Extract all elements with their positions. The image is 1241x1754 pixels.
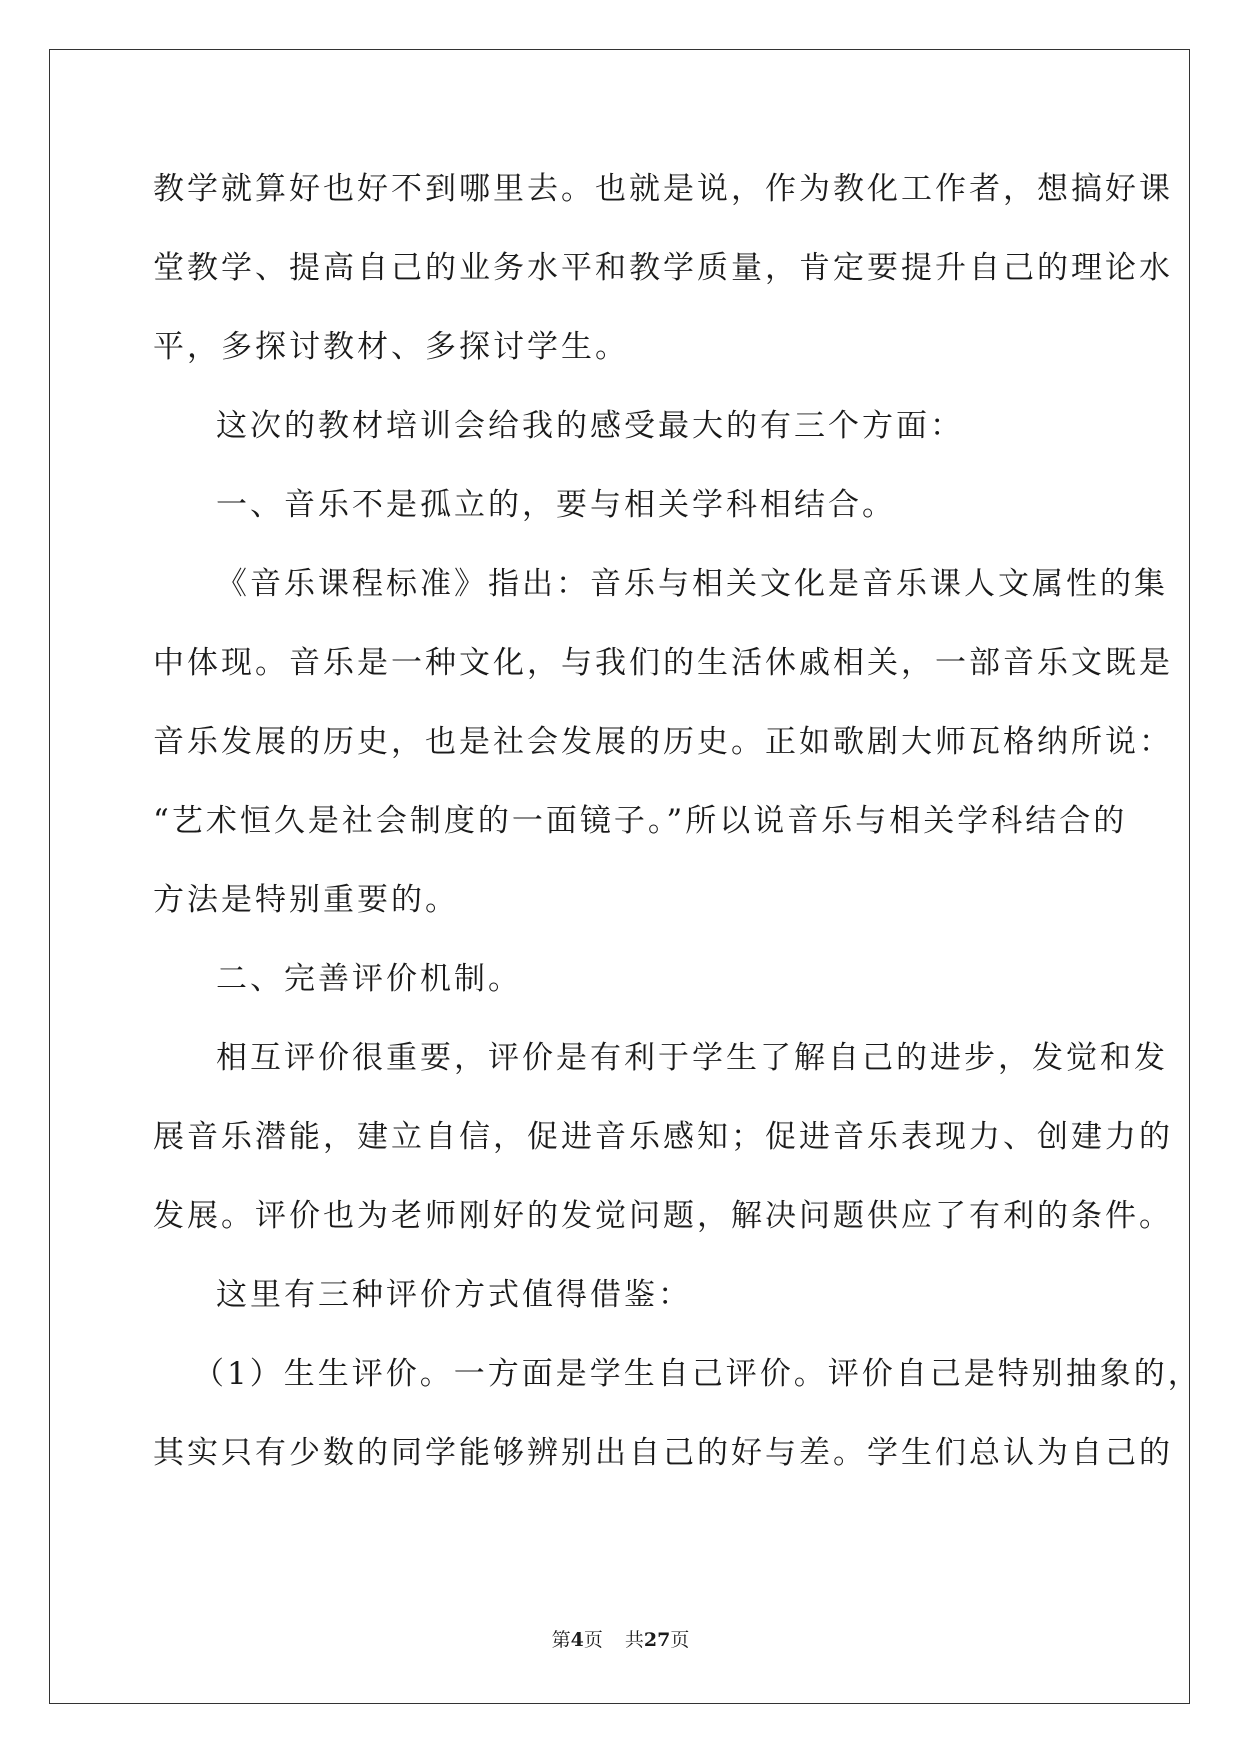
page-number: 4 bbox=[570, 1629, 584, 1651]
page-suffix: 页 bbox=[583, 1629, 603, 1651]
text-line: 平，多探讨教材、多探讨学生。 bbox=[153, 329, 629, 365]
total-prefix: 共 bbox=[624, 1629, 644, 1651]
text-line: 这次的教材培训会给我的感受最大的有三个方面： bbox=[216, 408, 964, 444]
text-line: 相互评价很重要，评价是有利于学生了解自己的进步，发觉和发 bbox=[216, 1040, 1168, 1076]
text-line: 发展。评价也为老师刚好的发觉问题，解决问题供应了有利的条件。 bbox=[153, 1198, 1173, 1234]
page-prefix: 第 bbox=[551, 1629, 571, 1651]
document-body bbox=[153, 150, 1202, 1493]
total-suffix: 页 bbox=[670, 1629, 690, 1651]
section-heading: 一、音乐不是孤立的，要与相关学科相结合。 bbox=[216, 487, 896, 523]
total-pages: 27 bbox=[643, 1629, 671, 1651]
text-line: “艺术恒久是社会制度的一面镜子。”所以说音乐与相关学科结合的 bbox=[153, 803, 1128, 839]
text-line: 这里有三种评价方式值得借鉴： bbox=[216, 1277, 692, 1313]
text-line: 其实只有少数的同学能够辨别出自己的好与差。学生们总认为自己的 bbox=[153, 1435, 1173, 1471]
text-line: （1）生生评价。一方面是学生自己评价。评价自己是特别抽象的， bbox=[193, 1356, 1202, 1392]
section-heading: 二、完善评价机制。 bbox=[216, 961, 522, 997]
page-footer bbox=[0, 1625, 1241, 1652]
text-line: 《音乐课程标准》指出：音乐与相关文化是音乐课人文属性的集 bbox=[216, 566, 1168, 602]
text-line: 堂教学、提高自己的业务水平和教学质量，肯定要提升自己的理论水 bbox=[153, 250, 1173, 286]
text-line: 方法是特别重要的。 bbox=[153, 882, 459, 918]
text-line: 展音乐潜能，建立自信，促进音乐感知；促进音乐表现力、创建力的 bbox=[153, 1119, 1173, 1155]
text-line: 教学就算好也好不到哪里去。也就是说，作为教化工作者，想搞好课 bbox=[153, 171, 1173, 207]
text-line: 中体现。音乐是一种文化，与我们的生活休戚相关，一部音乐文既是 bbox=[153, 645, 1173, 681]
text-line: 音乐发展的历史，也是社会发展的历史。正如歌剧大师瓦格纳所说： bbox=[153, 724, 1173, 760]
